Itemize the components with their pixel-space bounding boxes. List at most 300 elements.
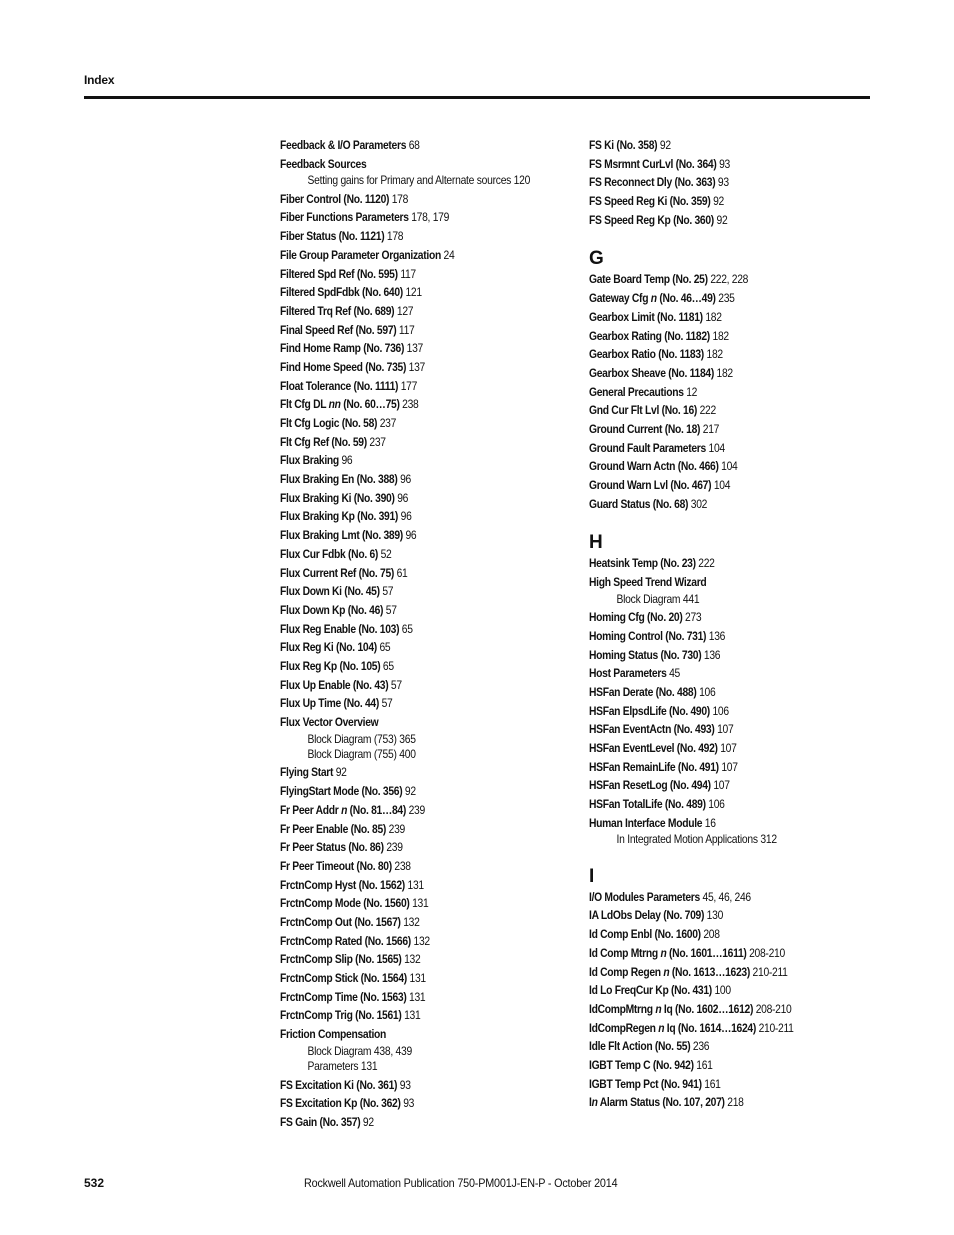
index-term-text: Flux Vector Overview bbox=[280, 715, 379, 730]
index-term-text: Flux Braking Kp (No. 391) bbox=[280, 509, 399, 524]
index-term bbox=[280, 547, 378, 561]
index-term bbox=[280, 360, 406, 374]
index-term-suffix: Iq (No. 1602…1612) bbox=[661, 1001, 754, 1016]
index-page-refs: 107 bbox=[713, 778, 730, 793]
index-term-text: FrctnComp Stick (No. 1564) bbox=[280, 971, 407, 986]
index-entry bbox=[280, 783, 529, 802]
index-term bbox=[589, 272, 708, 286]
index-entry bbox=[589, 346, 838, 365]
index-page-refs: 239 bbox=[388, 821, 405, 836]
index-term bbox=[589, 797, 706, 811]
index-entry bbox=[280, 359, 529, 378]
index-entry bbox=[280, 933, 529, 952]
index-page-refs: 130 bbox=[706, 908, 724, 923]
index-term-text: HSFan ElpsdLife (No. 490) bbox=[589, 703, 710, 718]
index-page-refs: 24 bbox=[443, 247, 455, 262]
index-term bbox=[589, 1021, 756, 1035]
index-term bbox=[589, 459, 719, 473]
index-entry bbox=[280, 378, 529, 397]
index-term-text: Homing Status (No. 730) bbox=[589, 647, 702, 662]
index-entry bbox=[589, 212, 838, 231]
index-entry bbox=[589, 440, 838, 459]
index-column-left bbox=[280, 137, 570, 1133]
index-page-refs: 92 bbox=[362, 1114, 374, 1129]
index-term-text: Ground Fault Parameters bbox=[589, 440, 706, 455]
index-entry bbox=[280, 583, 529, 602]
index-page-refs: 61 bbox=[396, 565, 408, 580]
index-subentry: Setting gains for Primary and Alternate sources 120 bbox=[307, 173, 531, 188]
index-term-text: Id Comp Enbl (No. 1600) bbox=[589, 927, 701, 942]
index-subentry: Block Diagram 438, 439 bbox=[307, 1043, 412, 1058]
index-term bbox=[589, 329, 710, 343]
index-page-refs: 104 bbox=[708, 440, 725, 455]
index-page-refs: 107 bbox=[720, 740, 737, 755]
index-term-text: High Speed Trend Wizard bbox=[589, 575, 707, 590]
index-page-refs: 92 bbox=[335, 765, 347, 780]
index-entry bbox=[280, 839, 529, 858]
index-entry bbox=[280, 1007, 529, 1026]
index-entry bbox=[589, 290, 838, 309]
index-term-text: FlyingStart Mode (No. 356) bbox=[280, 784, 403, 799]
index-term bbox=[589, 478, 711, 492]
index-term bbox=[589, 1077, 702, 1091]
index-term bbox=[589, 1058, 694, 1072]
index-entry bbox=[589, 759, 838, 778]
index-entry bbox=[589, 137, 838, 156]
index-page-refs: 137 bbox=[406, 341, 423, 356]
index-entry bbox=[589, 740, 838, 759]
index-page-refs: 96 bbox=[397, 490, 409, 505]
index-term-text: Flux Reg Enable (No. 103) bbox=[280, 621, 400, 636]
index-entry bbox=[280, 137, 529, 156]
index-term-text: Homing Control (No. 731) bbox=[589, 628, 707, 643]
index-page-refs: 107 bbox=[721, 759, 738, 774]
index-entry bbox=[280, 970, 529, 989]
index-term bbox=[280, 696, 379, 710]
index-entry bbox=[280, 639, 529, 658]
index-entry bbox=[589, 574, 838, 593]
index-term bbox=[589, 760, 719, 774]
index-term-text: FS Reconnect Dly (No. 363) bbox=[589, 175, 716, 190]
index-term-text: IdCompMtrng bbox=[589, 1001, 656, 1016]
index-term-text: FS Ki (No. 358) bbox=[589, 138, 658, 152]
index-entry bbox=[280, 602, 529, 621]
index-term-text: Guard Status (No. 68) bbox=[589, 496, 689, 511]
index-term bbox=[280, 157, 366, 171]
index-term-text: FrctnComp Rated (No. 1566) bbox=[280, 933, 411, 948]
index-term bbox=[280, 528, 403, 542]
index-page-refs: 57 bbox=[382, 584, 394, 599]
index-page-refs: 302 bbox=[690, 496, 708, 511]
index-term-text: Flux Braking Lmt (No. 389) bbox=[280, 528, 403, 543]
index-entry bbox=[280, 191, 529, 210]
index-entry bbox=[589, 156, 838, 175]
index-entry bbox=[280, 565, 529, 584]
header-divider bbox=[84, 96, 870, 99]
index-entry bbox=[280, 695, 529, 714]
index-page-refs: 182 bbox=[712, 328, 729, 343]
index-entry bbox=[589, 496, 838, 515]
index-page-refs: 65 bbox=[401, 621, 413, 636]
index-term-variable: n bbox=[663, 964, 670, 979]
index-term-text: Ground Warn Lvl (No. 467) bbox=[589, 478, 712, 492]
index-term-text: FS Msrmnt CurLvl (No. 364) bbox=[589, 156, 717, 171]
index-entry bbox=[280, 546, 529, 565]
index-entry bbox=[589, 309, 838, 328]
index-page-refs: 239 bbox=[386, 840, 403, 855]
index-term bbox=[589, 908, 704, 922]
index-term-text: Filtered SpdFdbk (No. 640) bbox=[280, 285, 403, 300]
index-entry bbox=[280, 1077, 529, 1096]
index-term bbox=[280, 1078, 397, 1092]
index-term-text: Feedback Sources bbox=[280, 156, 367, 171]
index-entry bbox=[589, 964, 838, 983]
index-page-refs: 52 bbox=[380, 546, 392, 561]
index-term bbox=[589, 497, 688, 511]
index-entry bbox=[280, 951, 529, 970]
index-term bbox=[280, 435, 367, 449]
index-term bbox=[589, 610, 682, 624]
index-page-refs: 210-211 bbox=[758, 1020, 794, 1035]
index-term-text: Filtered Spd Ref (No. 595) bbox=[280, 266, 398, 281]
index-page-refs: 178, 179 bbox=[411, 210, 450, 225]
index-term bbox=[280, 1115, 360, 1129]
index-entry bbox=[280, 303, 529, 322]
index-page-refs: 96 bbox=[400, 472, 411, 487]
index-page-refs: 93 bbox=[717, 175, 729, 190]
index-entry bbox=[280, 415, 529, 434]
index-term-text: Id Comp Mtrng bbox=[589, 945, 661, 960]
index-term-text: FrctnComp Trig (No. 1561) bbox=[280, 1008, 402, 1023]
index-term bbox=[280, 229, 384, 243]
index-entry bbox=[280, 1026, 529, 1045]
index-term-variable: nn bbox=[328, 397, 341, 412]
index-page-refs: 273 bbox=[685, 610, 702, 625]
index-term bbox=[589, 422, 700, 436]
index-page-refs: 104 bbox=[713, 478, 731, 492]
index-term-text: FrctnComp Mode (No. 1560) bbox=[280, 896, 410, 911]
index-term-text: Flux Braking Ki (No. 390) bbox=[280, 490, 395, 505]
index-term-text: HSFan EventActn (No. 493) bbox=[589, 722, 715, 737]
index-term-text: Flux Braking bbox=[280, 453, 339, 468]
index-term-text: File Group Parameter Organization bbox=[280, 247, 441, 262]
index-term-text: FrctnComp Hyst (No. 1562) bbox=[280, 877, 405, 892]
index-entry bbox=[589, 665, 838, 684]
index-page-refs: 106 bbox=[708, 797, 725, 812]
index-term bbox=[589, 441, 706, 455]
index-entry bbox=[589, 907, 838, 926]
index-entry bbox=[280, 877, 529, 896]
index-page-refs: 239 bbox=[408, 802, 425, 817]
index-term-text: Human Interface Module bbox=[589, 815, 703, 830]
index-term-text: Flt Cfg DL bbox=[280, 397, 329, 412]
index-page-refs: 132 bbox=[413, 933, 430, 948]
index-term bbox=[280, 248, 441, 262]
index-page-refs: 57 bbox=[390, 677, 402, 692]
index-term bbox=[280, 267, 398, 281]
index-term-text: Heatsink Temp (No. 23) bbox=[589, 556, 696, 571]
index-entry bbox=[589, 365, 838, 384]
index-term bbox=[280, 934, 411, 948]
index-term bbox=[589, 927, 701, 941]
page-header-title: Index bbox=[84, 73, 115, 87]
index-entry bbox=[280, 1114, 529, 1133]
index-entry bbox=[280, 340, 529, 359]
index-term-text: IdCompRegen bbox=[589, 1020, 659, 1035]
index-term-text: Final Speed Ref (No. 597) bbox=[280, 322, 397, 337]
index-term bbox=[589, 138, 657, 152]
index-term bbox=[589, 291, 716, 305]
index-entry bbox=[280, 266, 529, 285]
index-page-refs: 57 bbox=[385, 602, 397, 617]
index-term bbox=[589, 1095, 725, 1109]
index-term-variable: n bbox=[655, 1001, 662, 1016]
index-term-text: HSFan TotalLife (No. 489) bbox=[589, 797, 706, 812]
index-entry bbox=[280, 802, 529, 821]
index-page-refs: 68 bbox=[408, 138, 420, 152]
index-page-refs: 237 bbox=[369, 434, 386, 449]
index-page-refs: 93 bbox=[399, 1077, 411, 1092]
index-page-refs: 208-210 bbox=[755, 1001, 792, 1016]
index-term-text: I/O Modules Parameters bbox=[589, 889, 700, 904]
index-page-refs: 177 bbox=[400, 378, 418, 393]
index-term bbox=[589, 741, 718, 755]
index-term-text: Flux Down Kp (No. 46) bbox=[280, 602, 384, 617]
index-page-refs: 137 bbox=[408, 359, 425, 374]
index-term-text: Fr Peer Enable (No. 85) bbox=[280, 821, 387, 836]
index-term bbox=[280, 397, 400, 411]
index-term-text: IGBT Temp Pct (No. 941) bbox=[589, 1076, 702, 1091]
index-page-refs: 92 bbox=[404, 784, 416, 799]
index-term bbox=[280, 822, 386, 836]
index-term-text: Flux Current Ref (No. 75) bbox=[280, 565, 395, 580]
index-term-text: Gearbox Ratio (No. 1183) bbox=[589, 347, 704, 362]
index-term bbox=[589, 403, 697, 417]
index-page-refs: 106 bbox=[712, 703, 729, 718]
index-entry bbox=[280, 490, 529, 509]
index-term-text: FrctnComp Out (No. 1567) bbox=[280, 914, 401, 929]
index-page-refs: 222, 228 bbox=[710, 272, 749, 287]
index-page-refs: 132 bbox=[403, 914, 420, 929]
index-term bbox=[589, 366, 714, 380]
index-term-suffix: (No. 1601…1611) bbox=[666, 945, 747, 960]
index-page-refs: 45, 46, 246 bbox=[702, 889, 751, 904]
index-page-refs: 16 bbox=[704, 815, 716, 830]
index-term bbox=[280, 878, 405, 892]
index-entry bbox=[589, 1001, 838, 1020]
index-entry bbox=[589, 703, 838, 722]
index-term-variable: n bbox=[341, 802, 348, 817]
index-term bbox=[280, 840, 384, 854]
index-term-text: FrctnComp Time (No. 1563) bbox=[280, 989, 407, 1004]
index-page-refs: 100 bbox=[714, 983, 731, 998]
index-entry bbox=[589, 421, 838, 440]
index-term-text: HSFan RemainLife (No. 491) bbox=[589, 759, 719, 774]
index-term-text: Fiber Control (No. 1120) bbox=[280, 191, 390, 206]
index-column-right bbox=[589, 137, 879, 1113]
index-term bbox=[280, 285, 403, 299]
index-entry bbox=[589, 1020, 838, 1039]
index-term bbox=[589, 157, 717, 171]
index-term bbox=[280, 784, 402, 798]
index-page-refs: 65 bbox=[379, 640, 391, 655]
index-term-text: Flux Cur Fdbk (No. 6) bbox=[280, 546, 379, 561]
index-entry bbox=[280, 677, 529, 696]
index-term-text: Flux Reg Kp (No. 105) bbox=[280, 658, 381, 673]
index-entry bbox=[280, 621, 529, 640]
index-term-text: Ground Warn Actn (No. 466) bbox=[589, 459, 719, 474]
index-page-refs: 222 bbox=[699, 403, 716, 418]
index-entry bbox=[589, 193, 838, 212]
index-term-text: Fiber Status (No. 1121) bbox=[280, 229, 385, 244]
index-term bbox=[280, 896, 410, 910]
index-subentry: Block Diagram (753) 365 bbox=[307, 731, 416, 746]
index-term bbox=[280, 640, 377, 654]
index-term-suffix: (No. 81…84) bbox=[347, 802, 407, 817]
index-term bbox=[280, 915, 401, 929]
index-entry bbox=[280, 209, 529, 228]
index-term bbox=[589, 213, 714, 227]
index-term-text: Flux Up Enable (No. 43) bbox=[280, 677, 389, 692]
index-term bbox=[280, 138, 406, 152]
index-term-text: Friction Compensation bbox=[280, 1027, 387, 1042]
index-entry bbox=[589, 777, 838, 796]
index-entry bbox=[280, 322, 529, 341]
index-term bbox=[589, 194, 711, 208]
index-term-text: Gearbox Sheave (No. 1184) bbox=[589, 365, 714, 380]
index-page-refs: 217 bbox=[702, 421, 720, 436]
index-entry bbox=[280, 156, 529, 175]
index-page-refs: 161 bbox=[704, 1076, 721, 1091]
index-entry bbox=[589, 328, 838, 347]
index-term-suffix: (No. 46…49) bbox=[656, 291, 716, 306]
index-term-text: Id Comp Regen bbox=[589, 964, 664, 979]
index-term-suffix: (No. 1613…1623) bbox=[669, 964, 750, 979]
index-term-text: Gearbox Rating (No. 1182) bbox=[589, 328, 710, 343]
index-term-text: General Precautions bbox=[589, 384, 684, 399]
index-term bbox=[280, 416, 377, 430]
index-entry bbox=[589, 815, 838, 834]
index-entry bbox=[589, 1057, 838, 1076]
index-term bbox=[589, 556, 696, 570]
index-term bbox=[589, 385, 684, 399]
index-entry bbox=[280, 989, 529, 1008]
index-term-text: Find Home Speed (No. 735) bbox=[280, 359, 407, 374]
index-entry bbox=[280, 714, 529, 733]
index-page-refs: 117 bbox=[398, 322, 415, 337]
index-page-refs: 131 bbox=[407, 877, 424, 892]
index-term-text: Fr Peer Status (No. 86) bbox=[280, 840, 384, 855]
index-entry bbox=[280, 858, 529, 877]
index-term bbox=[589, 983, 712, 997]
index-term-text: Fr Peer Timeout (No. 80) bbox=[280, 858, 392, 873]
index-entry bbox=[589, 926, 838, 945]
index-term-text: Host Parameters bbox=[589, 666, 667, 681]
index-term bbox=[280, 859, 392, 873]
index-page-refs: 208 bbox=[703, 927, 720, 942]
index-entry bbox=[280, 228, 529, 247]
index-page-refs: 238 bbox=[394, 858, 411, 873]
index-term bbox=[589, 704, 710, 718]
index-page-refs: 237 bbox=[379, 416, 397, 431]
index-term bbox=[589, 965, 750, 979]
index-page-refs: 107 bbox=[717, 722, 734, 737]
index-page-refs: 178 bbox=[386, 229, 404, 244]
index-term bbox=[280, 379, 398, 393]
index-page-refs: 106 bbox=[699, 684, 716, 699]
index-page-refs: 92 bbox=[659, 138, 671, 152]
index-entry bbox=[280, 396, 529, 415]
index-page-refs: 104 bbox=[721, 459, 738, 474]
index-subentry: Block Diagram 441 bbox=[616, 591, 700, 606]
index-term bbox=[280, 622, 399, 636]
index-entry bbox=[280, 658, 529, 677]
index-term-text: Idle Flt Action (No. 55) bbox=[589, 1039, 691, 1054]
index-page-refs: 92 bbox=[716, 212, 728, 227]
index-page-refs: 57 bbox=[381, 696, 393, 711]
index-page-refs: 208-210 bbox=[749, 945, 785, 960]
index-page-refs: 93 bbox=[403, 1096, 415, 1111]
index-page-refs: 235 bbox=[718, 291, 735, 306]
index-term bbox=[280, 509, 398, 523]
index-term bbox=[589, 175, 715, 189]
index-term-text: Feedback & I/O Parameters bbox=[280, 138, 407, 152]
index-term-text: Gnd Cur Flt Lvl (No. 16) bbox=[589, 403, 698, 418]
index-term-suffix: Iq (No. 1614…1624) bbox=[664, 1020, 757, 1035]
index-page-refs: 96 bbox=[400, 509, 412, 524]
index-page-refs: 131 bbox=[409, 989, 426, 1004]
index-term bbox=[589, 575, 706, 589]
index-entry bbox=[589, 271, 838, 290]
index-term-text: HSFan ResetLog (No. 494) bbox=[589, 778, 711, 793]
index-term-text: FS Excitation Ki (No. 361) bbox=[280, 1077, 398, 1092]
index-entry bbox=[589, 684, 838, 703]
index-term bbox=[280, 603, 383, 617]
index-entry bbox=[280, 508, 529, 527]
index-subentry: In Integrated Motion Applications 312 bbox=[616, 832, 777, 847]
page-number: 532 bbox=[84, 1176, 105, 1190]
index-term-text: Flux Reg Ki (No. 104) bbox=[280, 640, 377, 655]
index-term-text: FS Gain (No. 357) bbox=[280, 1114, 361, 1129]
index-term-text: HSFan Derate (No. 488) bbox=[589, 684, 697, 699]
index-page-refs: 93 bbox=[719, 156, 730, 171]
index-term bbox=[589, 629, 706, 643]
index-term-text: Homing Cfg (No. 20) bbox=[589, 610, 683, 625]
index-term bbox=[280, 566, 394, 580]
index-page-refs: 182 bbox=[706, 347, 723, 362]
index-entry bbox=[280, 247, 529, 266]
index-term bbox=[280, 678, 388, 692]
index-term bbox=[589, 685, 697, 699]
index-entry bbox=[589, 402, 838, 421]
index-page-refs: 161 bbox=[696, 1057, 713, 1072]
index-term-text: IA LdObs Delay (No. 709) bbox=[589, 908, 705, 923]
index-page-refs: 96 bbox=[341, 453, 353, 468]
index-entry bbox=[280, 434, 529, 453]
index-entry bbox=[589, 647, 838, 666]
index-term bbox=[280, 1096, 401, 1110]
index-page-refs: 178 bbox=[391, 191, 409, 206]
index-page-refs: 131 bbox=[409, 971, 426, 986]
index-term bbox=[589, 648, 701, 662]
index-term bbox=[280, 341, 404, 355]
index-term bbox=[589, 1002, 753, 1016]
index-entry bbox=[589, 796, 838, 815]
index-term bbox=[280, 1027, 386, 1041]
index-page-refs: 222 bbox=[698, 556, 715, 571]
index-entry bbox=[280, 914, 529, 933]
index-term-variable: n bbox=[650, 291, 657, 306]
